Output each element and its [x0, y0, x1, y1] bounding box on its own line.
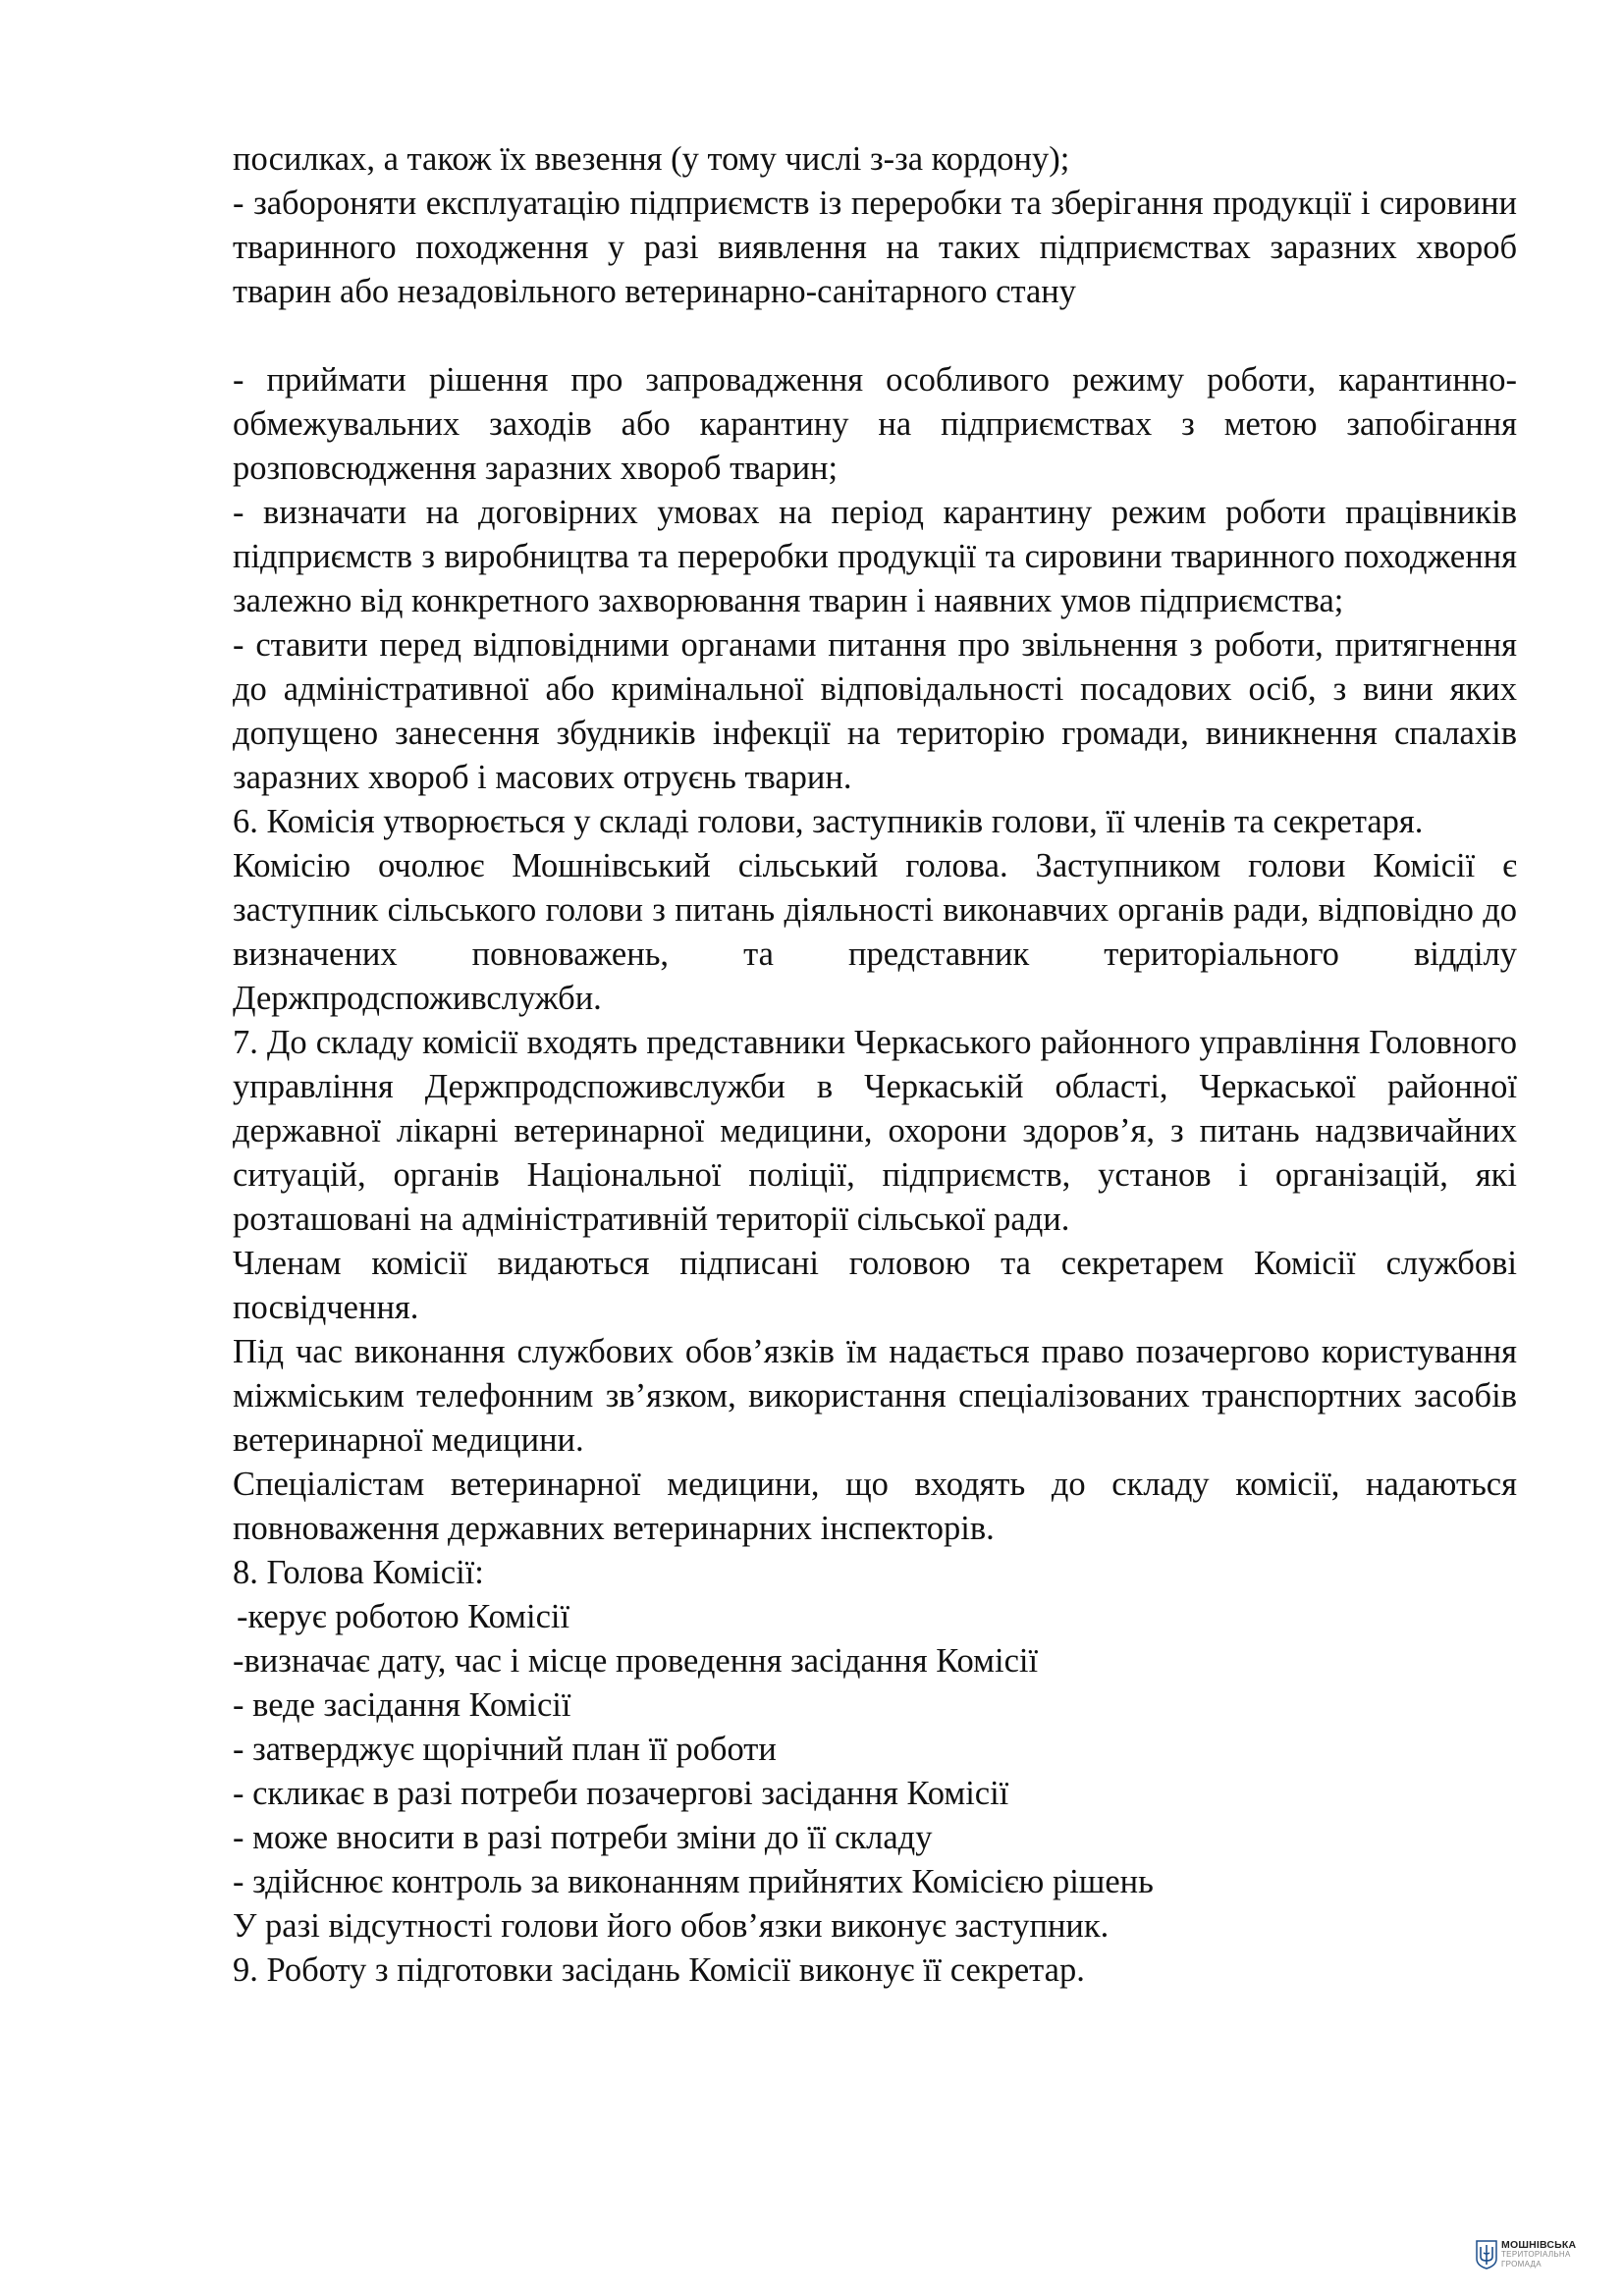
paragraph: Членам комісії видаються підписані головою та секретарем Комісії службові посвідчення. [233, 1245, 1517, 1326]
list-item: -визначає дату, час і місце проведення засідання Комісії [233, 1642, 1039, 1680]
paragraph: 7. До складу комісії входять представники Черкаського районного управління Головного управління Держпродспоживслужби в Черкаській області, Черкаської районної державної лікарні ветеринарної медицини, охорони здоров’я, з питань надзвичайних ситуацій, органів Національної поліції, підприємств, установ і організацій, які розташовані на адміністративній території сільської ради. [233, 1024, 1517, 1238]
paragraph: посилках, а також їх ввезення (у тому числі з-за кордону); [233, 140, 1070, 178]
list-item: - скликає в разі потреби позачергові засідання Комісії [233, 1775, 1009, 1812]
paragraph: Комісію очолює Мошнівський сільський голова. Заступником голови Комісії є заступник сільського голови з питань діяльності виконавчих органів ради, відповідно до визначених повноважень, та представник територіального відділу Держпродспоживслужби. [233, 847, 1517, 1017]
logo-title: МОШНІВСЬКА [1501, 2239, 1577, 2251]
list-item: - затверджує щорічний план її роботи [233, 1731, 777, 1768]
paragraph: 8. Голова Комісії: [233, 1554, 484, 1591]
paragraph: У разі відсутності голови його обов’язки виконує заступник. [233, 1907, 1110, 1945]
paragraph: 9. Роботу з підготовки засідань Комісії виконує її секретар. [233, 1951, 1085, 1989]
logo-text [1501, 2240, 1576, 2269]
logo-subtitle: ТЕРИТОРІАЛЬНА [1501, 2250, 1571, 2259]
logo-subtitle: ГРОМАДА [1501, 2260, 1542, 2269]
paragraph: Спеціалістам ветеринарної медицини, що входять до складу комісії, надаються повноваження державних ветеринарних інспекторів. [233, 1466, 1517, 1547]
paragraph: - забороняти експлуатацію підприємств із переробки та зберігання продукції і сировини тваринного походження у разі виявлення на таких підприємствах заразних хвороб тварин або незадовільного ветеринарно-санітарного стану [233, 185, 1517, 310]
blank-line [233, 314, 1517, 358]
document-body [233, 137, 1517, 1993]
list-item: - може вносити в разі потреби зміни до її складу [233, 1819, 933, 1856]
paragraph: - приймати рішення про запровадження особливого режиму роботи, карантинно-обмежувальних заходів або карантину на підприємствах з метою запобігання розповсюдження заразних хвороб тварин; [233, 361, 1517, 487]
list-item: -керує роботою Комісії [237, 1598, 570, 1635]
paragraph: 6. Комісія утворюється у складі голови, заступників голови, її членів та секретаря. [233, 803, 1424, 840]
paragraph: Під час виконання службових обов’язків їм надається право позачергово користування міжміським телефонним зв’язком, використання спеціалізованих транспортних засобів ветеринарної медицини. [233, 1333, 1517, 1459]
paragraph: - визначати на договірних умовах на період карантину режим роботи працівників підприємств з виробництва та переробки продукції та сировини тваринного походження залежно від конкретного захворювання тварин і наявних умов підприємства; [233, 494, 1517, 619]
trident-coat-of-arms-icon [1476, 2240, 1497, 2269]
paragraph: - ставити перед відповідними органами питання про звільнення з роботи, притягнення до адміністративної або кримінальної відповідальності посадових осіб, з вини яких допущено занесення збудників інфекції на територію громади, виникнення спалахів заразних хвороб і масових отруєнь тварин. [233, 626, 1517, 796]
list-item: - здійснює контроль за виконанням прийнятих Комісією рішень [233, 1863, 1154, 1900]
list-item: - веде засідання Комісії [233, 1686, 571, 1724]
community-logo [1476, 2240, 1576, 2269]
